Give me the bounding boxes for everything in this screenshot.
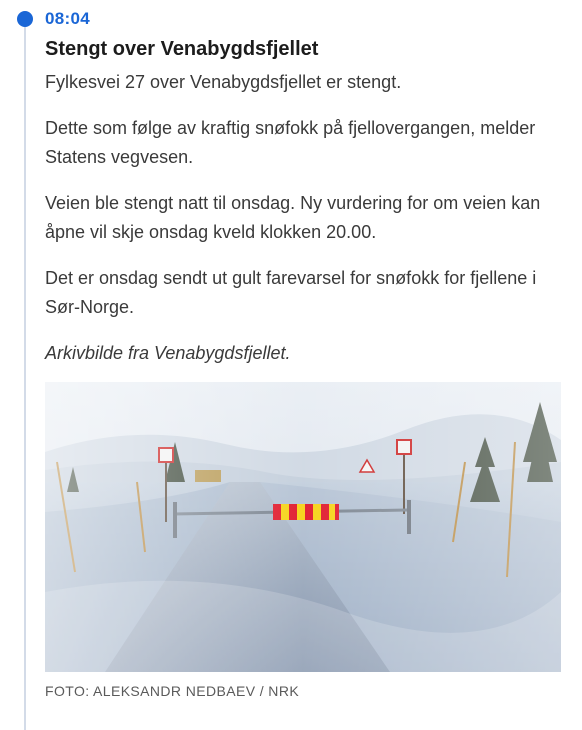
image-caption: Arkivbilde fra Venabygdsfjellet.	[45, 343, 291, 363]
timeline-line	[24, 24, 26, 730]
paragraph-3: Veien ble stengt natt til onsdag. Ny vurdering for om veien kan åpne vil skje onsdag kveld klokken 20.00.	[45, 193, 541, 242]
timeline-dot	[17, 11, 33, 27]
photo-credit: FOTO: ALEKSANDR NEDBAEV / NRK	[45, 683, 300, 699]
live-entry	[45, 8, 565, 700]
paragraph-2: Dette som følge av kraftig snøfokk på fjellovergangen, melder Statens vegvesen.	[45, 118, 536, 167]
paragraph-1: Fylkesvei 27 over Venabygdsfjellet er stengt.	[45, 72, 402, 92]
paragraph-4: Det er onsdag sendt ut gult farevarsel for snøfokk for fjellene i Sør-Norge.	[45, 268, 537, 317]
entry-title: Stengt over Venabygdsfjellet	[45, 38, 319, 60]
entry-time: 08:04	[45, 9, 90, 28]
archive-photo-closed-road[interactable]	[45, 382, 561, 672]
